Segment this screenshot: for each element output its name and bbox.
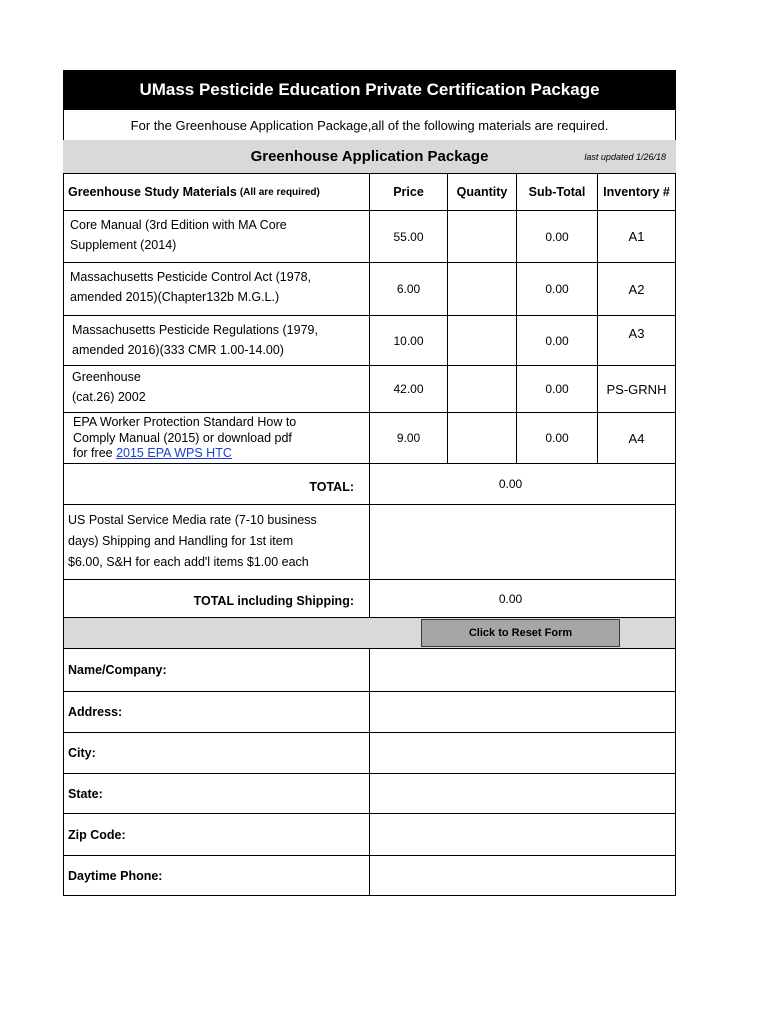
item-description: amended 2016)(333 CMR 1.00-14.00) (72, 343, 284, 357)
item-subtotal: 0.00 (516, 413, 597, 464)
item-quantity-input[interactable] (447, 211, 516, 263)
item-row-core-manual (63, 211, 369, 263)
item-quantity-input[interactable] (447, 263, 516, 316)
package-title: Greenhouse Application Package (250, 148, 489, 165)
materials-header-label: Greenhouse Study Materials (68, 185, 237, 199)
city-label: City: (63, 733, 369, 774)
materials-header (63, 173, 369, 211)
price-header: Price (369, 173, 447, 211)
shipping-note-line: days) Shipping and Handling for 1st item (68, 534, 294, 548)
zip-input[interactable] (369, 814, 676, 856)
item-subtotal: 0.00 (516, 316, 597, 366)
inventory-header: Inventory # (597, 173, 676, 211)
total-label: TOTAL: (63, 464, 369, 505)
item-inventory: A1 (597, 211, 676, 263)
name-input[interactable] (369, 648, 676, 692)
item-inventory: A3 (597, 316, 676, 366)
item-subtotal: 0.00 (516, 211, 597, 263)
item-description: Core Manual (3rd Edition with MA Core (70, 218, 287, 232)
item-price: 9.00 (369, 413, 447, 464)
last-updated: last updated 1/26/18 (584, 152, 666, 162)
item-description: Comply Manual (2015) or download pdf (73, 430, 292, 445)
item-subtotal: 0.00 (516, 366, 597, 413)
package-header (63, 140, 676, 173)
item-inventory: PS-GRNH (597, 366, 676, 413)
item-price: 6.00 (369, 263, 447, 316)
item-row-greenhouse (63, 366, 369, 413)
form-title: UMass Pesticide Education Private Certification Package (63, 70, 676, 110)
item-description: (cat.26) 2002 (72, 390, 146, 404)
shipping-note-line: $6.00, S&H for each add'l items $1.00 each (68, 555, 309, 569)
item-description (73, 446, 360, 462)
item-description: Massachusetts Pesticide Regulations (1979, (72, 323, 318, 337)
item-row-control-act (63, 263, 369, 316)
shipping-value (369, 505, 676, 580)
item-description: Supplement (2014) (70, 238, 177, 252)
wps-download-link[interactable]: 2015 EPA WPS HTC (116, 446, 232, 460)
quantity-header: Quantity (447, 173, 516, 211)
subtotal-header: Sub-Total (516, 173, 597, 211)
item-quantity-input[interactable] (447, 316, 516, 366)
state-label: State: (63, 774, 369, 814)
item-description: Greenhouse (72, 370, 141, 384)
shipping-note-line: US Postal Service Media rate (7-10 business (68, 513, 317, 527)
total-shipping-value: 0.00 (369, 580, 676, 618)
zip-label: Zip Code: (63, 814, 369, 856)
item-price: 55.00 (369, 211, 447, 263)
address-input[interactable] (369, 692, 676, 733)
item-description: amended 2015)(Chapter132b M.G.L.) (70, 290, 280, 304)
state-input[interactable] (369, 774, 676, 814)
shipping-note (63, 505, 369, 580)
item-description: Massachusetts Pesticide Control Act (1978, (70, 270, 312, 284)
total-shipping-label: TOTAL including Shipping: (63, 580, 369, 618)
item-price: 42.00 (369, 366, 447, 413)
phone-label: Daytime Phone: (63, 856, 369, 896)
item-quantity-input[interactable] (447, 413, 516, 464)
address-label: Address: (63, 692, 369, 733)
item-inventory: A2 (597, 263, 676, 316)
phone-input[interactable] (369, 856, 676, 896)
intro-text: For the Greenhouse Application Package,all of the following materials are required. (63, 110, 676, 140)
item-subtotal: 0.00 (516, 263, 597, 316)
item-description-text: for free (73, 446, 117, 460)
item-row-wps-manual (63, 413, 369, 464)
item-row-regulations (63, 316, 369, 366)
city-input[interactable] (369, 733, 676, 774)
materials-header-note: (All are required) (239, 186, 320, 198)
reset-form-button[interactable]: Click to Reset Form (421, 619, 620, 647)
item-price: 10.00 (369, 316, 447, 366)
item-description: EPA Worker Protection Standard How to (73, 415, 297, 429)
total-value: 0.00 (369, 464, 676, 505)
item-inventory: A4 (597, 413, 676, 464)
item-quantity-input[interactable] (447, 366, 516, 413)
name-label: Name/Company: (63, 648, 369, 692)
